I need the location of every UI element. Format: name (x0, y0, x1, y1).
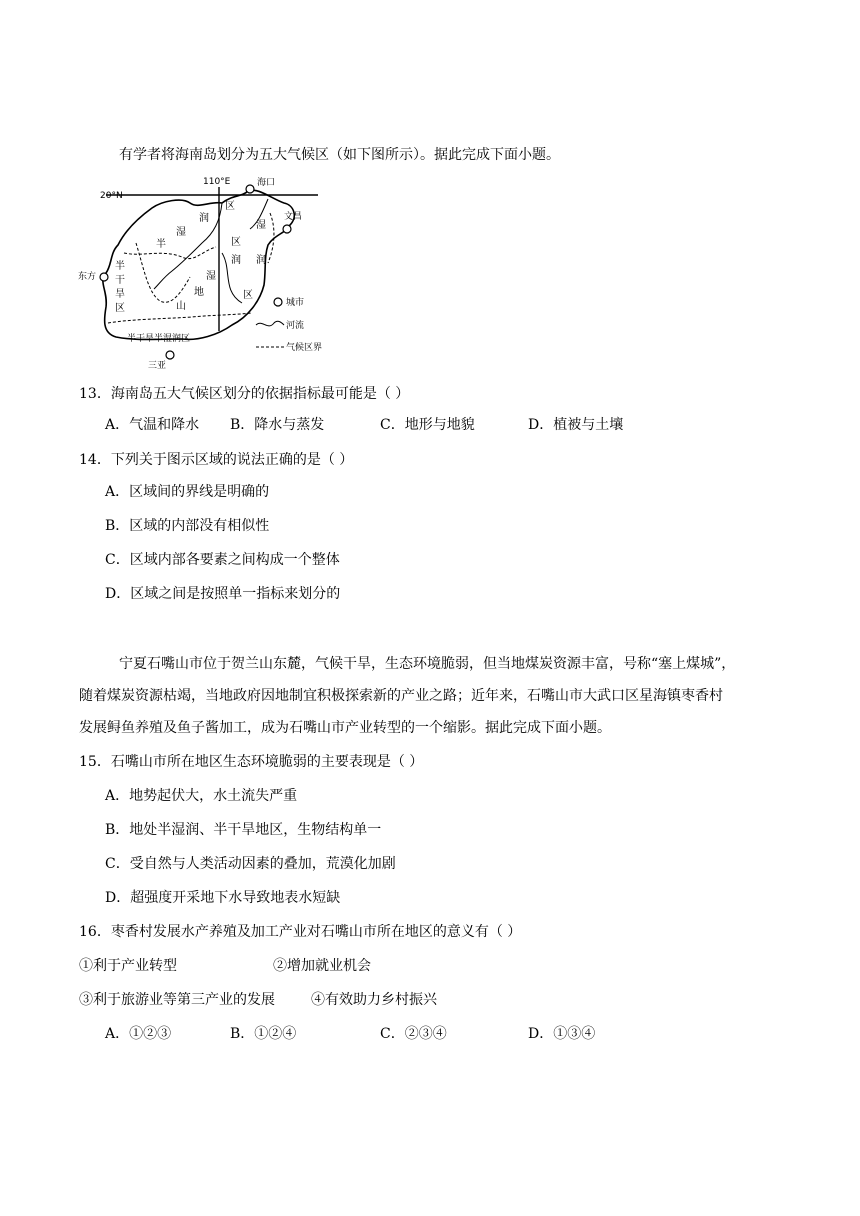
q13-option-c[interactable]: C．地形与地貌 (380, 417, 475, 433)
q16-item-2: ②增加就业机会 (273, 958, 371, 974)
region-char: 湿 (206, 271, 216, 282)
region-char: 区 (115, 303, 125, 314)
city-sanya-marker (166, 351, 174, 359)
q16-item-1: ①利于产业转型 (79, 958, 177, 974)
q16-option-c[interactable]: C．②③④ (380, 1026, 447, 1042)
q14-stem: 14．下列关于图示区域的说法正确的是（ ） (79, 452, 354, 468)
q14-option-c[interactable]: C．区域内部各要素之间构成一个整体 (105, 552, 340, 568)
region-char: 半 (115, 261, 125, 272)
boundary-2 (108, 313, 252, 323)
city-wenchang-marker (283, 225, 291, 233)
region-char: 山 (176, 301, 186, 312)
city-wenchang-label: 文昌 (284, 212, 303, 222)
q16-option-a[interactable]: A．①②③ (105, 1026, 172, 1042)
q15-option-c[interactable]: C．受自然与人类活动因素的叠加，荒漠化加剧 (105, 856, 396, 872)
q16-item-3: ③利于旅游业等第三产业的发展 (79, 992, 275, 1008)
city-sanya-label: 三亚 (148, 361, 167, 371)
boundary-3 (136, 243, 190, 302)
intro-paragraph-2-line-1: 宁夏石嘴山市位于贺兰山东麓，气候干旱，生态环境脆弱，但当地煤炭资源丰富，号称“塞上煤城”， (119, 656, 736, 672)
boundary-4 (268, 213, 274, 263)
map-svg (72, 173, 344, 373)
city-dongfang-label: 东方 (78, 272, 97, 282)
city-haikou-marker (246, 185, 254, 193)
q13-option-a[interactable]: A．气温和降水 (105, 417, 200, 433)
q14-option-b[interactable]: B．区域的内部没有相似性 (105, 518, 270, 534)
region-char: 区 (243, 290, 253, 301)
region-char: 润 (231, 255, 241, 266)
q15-option-b[interactable]: B．地处半湿润、半干旱地区，生物结构单一 (105, 822, 382, 838)
latitude-label: 20°N (100, 191, 123, 201)
region-south-label: 半干旱半湿润区 (127, 334, 191, 344)
q16-option-b[interactable]: B．①②④ (230, 1026, 297, 1042)
region-char: 旱 (115, 289, 125, 300)
q16-option-d[interactable]: D．①③④ (528, 1026, 596, 1042)
legend-city-symbol (274, 298, 282, 306)
legend-river-symbol (256, 321, 284, 326)
region-char: 润 (199, 213, 209, 224)
q16-item-4: ④有效助力乡村振兴 (311, 992, 437, 1008)
q13-option-d[interactable]: D．植被与土壤 (528, 417, 624, 433)
legend-boundary-label: 气候区界 (286, 343, 323, 353)
hainan-climate-map (72, 173, 344, 373)
intro-paragraph-2-line-2: 随着煤炭资源枯竭，当地政府因地制宜积极探索新的产业之路；近年来，石嘴山市大武口区星海镇枣香村 (79, 688, 723, 704)
intro-paragraph-1: 有学者将海南岛划分为五大气候区（如下图所示）。据此完成下面小题。 (119, 147, 560, 163)
q14-option-a[interactable]: A．区域间的界线是明确的 (105, 484, 270, 500)
region-char: 润 (256, 255, 266, 266)
legend-city-label: 城市 (286, 298, 305, 308)
region-char: 半 (156, 239, 166, 250)
legend-river-label: 河流 (286, 321, 305, 331)
q16-stem: 16．枣香村发展水产养殖及加工产业对石嘴山市所在地区的意义有（ ） (79, 924, 522, 940)
q13-option-b[interactable]: B．降水与蒸发 (230, 417, 325, 433)
region-char: 湿 (176, 227, 186, 238)
q15-option-d[interactable]: D．超强度开采地下水导致地表水短缺 (105, 890, 341, 906)
intro-paragraph-2-line-3: 发展鲟鱼养殖及鱼子酱加工，成为石嘴山市产业转型的一个缩影。据此完成下面小题。 (79, 720, 611, 736)
q15-stem: 15．石嘴山市所在地区生态环境脆弱的主要表现是（ ） (79, 754, 424, 770)
q13-stem: 13．海南岛五大气候区划分的依据指标最可能是（ ） (79, 386, 410, 402)
q15-option-a[interactable]: A．地势起伏大，水土流失严重 (105, 788, 298, 804)
region-char: 区 (231, 237, 241, 248)
region-char: 区 (225, 201, 235, 212)
city-haikou-label: 海口 (257, 178, 276, 188)
region-char: 干 (115, 275, 125, 286)
region-char: 湿 (256, 220, 266, 231)
region-char: 地 (194, 287, 204, 298)
q14-option-d[interactable]: D．区域之间是按照单一指标来划分的 (105, 586, 341, 602)
longitude-label: 110°E (203, 177, 231, 187)
city-dongfang-marker (100, 273, 108, 281)
